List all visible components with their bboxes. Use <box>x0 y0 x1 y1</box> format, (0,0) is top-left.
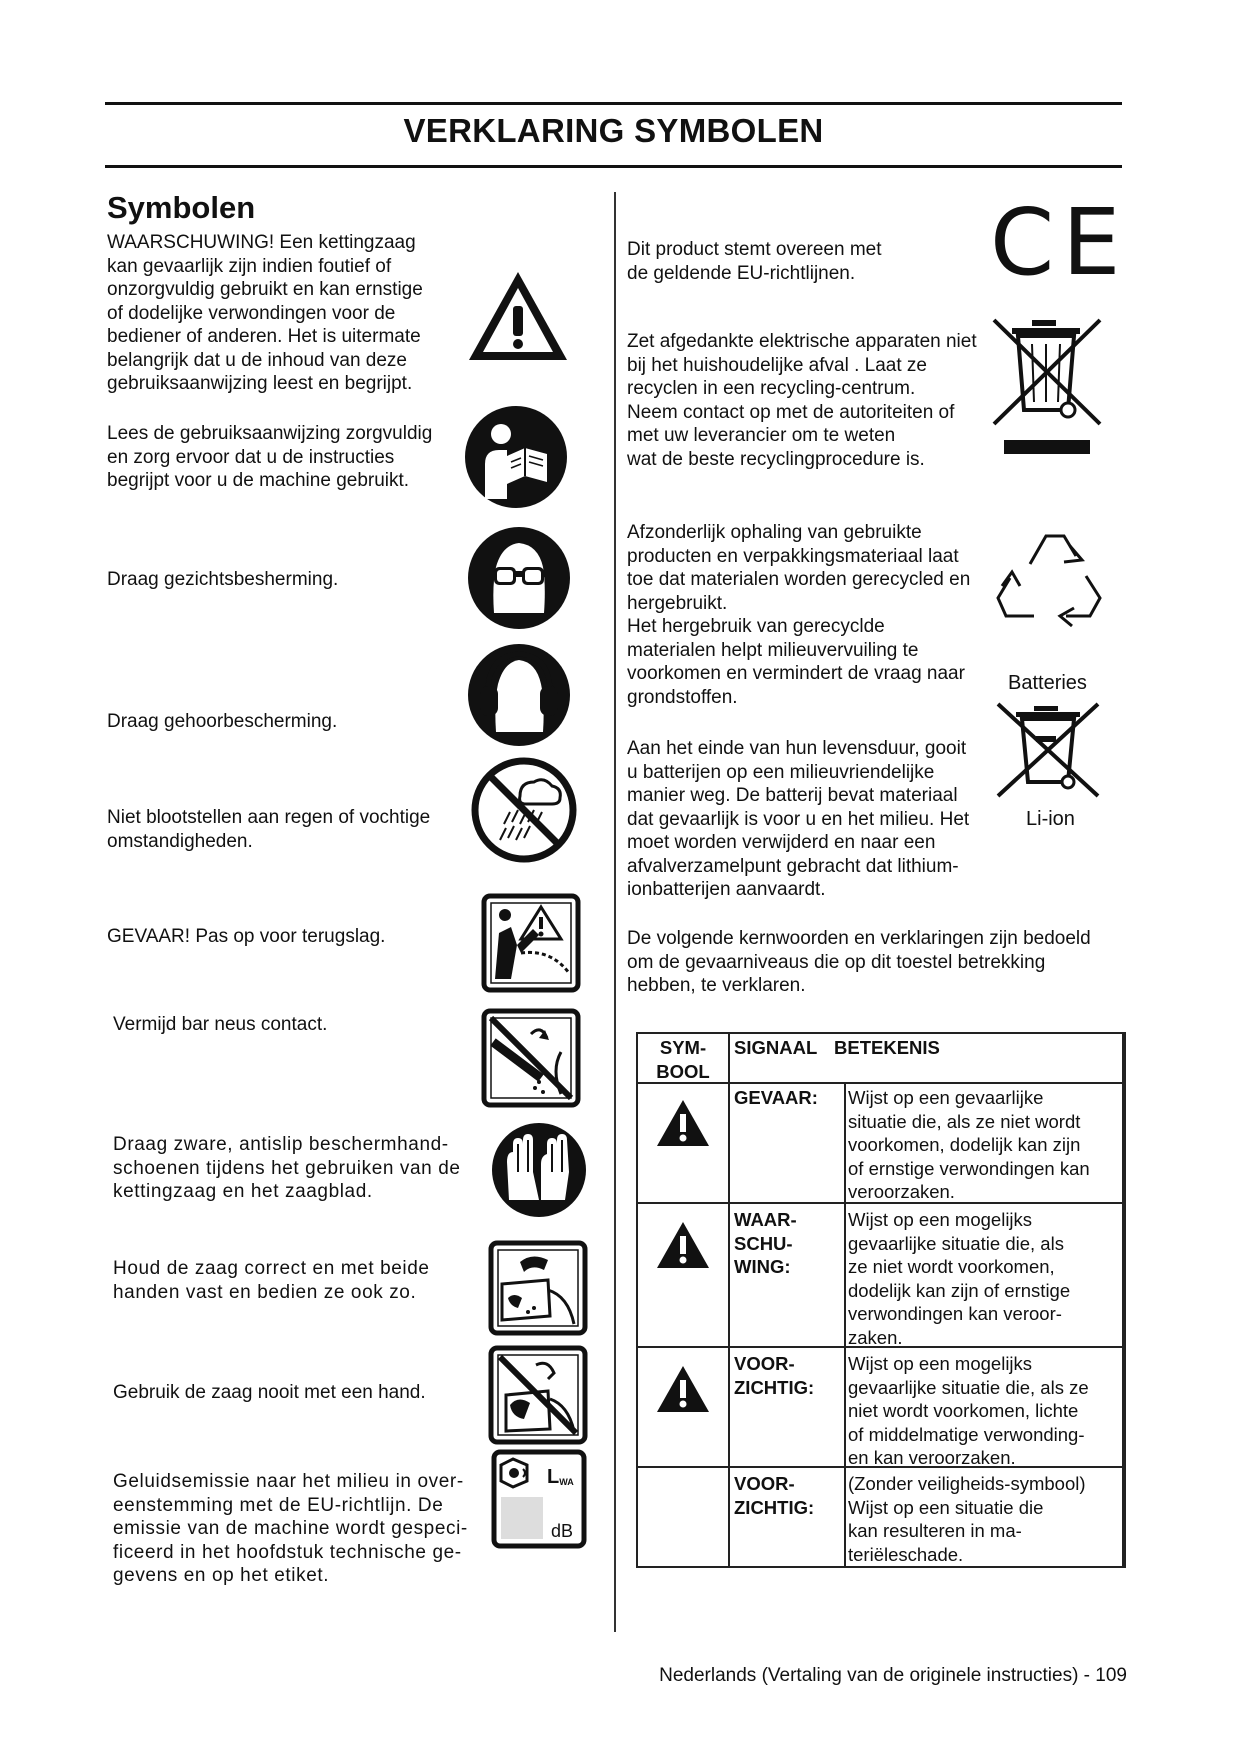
section-heading: Symbolen <box>107 190 256 225</box>
two-hands-icon <box>488 1240 588 1336</box>
row4-signal: VOOR- ZICHTIG: <box>734 1473 815 1518</box>
battery-text: Aan het einde van hun levensduur, gooit u batterijen op een milieuvriendelijke manier weg. De batterij bevat materiaal dat gevaarlijk is voor u en het milieu. Het moet worden verwijderd en naar een afvalverzamelpunt gebracht dat lithium- ionbatterijen aanvaardt. <box>627 738 970 900</box>
face-protection-icon <box>466 525 572 631</box>
bar-nose-text: Vermijd bar neus contact. <box>113 1014 328 1035</box>
row3-meaning: Wijst op een mogelijks gevaarlijke situatie die, als ze niet wordt voorkomen, lichte of middelmatige verwonding- en kan veroorzaken. <box>848 1353 1089 1468</box>
no-bar-nose-contact-icon <box>481 1008 581 1108</box>
hearing-protection-text: Draag gehoorbescherming. <box>107 711 338 732</box>
page-footer: Nederlands (Vertaling van de originele instructies) - 109 <box>659 1665 1127 1686</box>
header-signal: SIGNAAL <box>734 1037 818 1058</box>
one-hand-text: Gebruik de zaag nooit met een hand. <box>113 1382 426 1403</box>
table-right-inner <box>1122 1034 1124 1566</box>
hearing-protection-icon <box>466 642 572 748</box>
row1-signal: GEVAAR: <box>734 1087 818 1108</box>
header-meaning: BETEKENIS <box>834 1037 940 1058</box>
no-rain-text: Niet blootstellen aan regen of vochtige omstandigheden. <box>107 807 431 852</box>
read-manual-text: Lees de gebruiksaanwijzing zorgvuldig en zorg ervoor dat u de instructies begrijpt voor u de machine gebruikt. <box>107 423 433 491</box>
row2-signal: WAAR- SCHU- WING: <box>734 1209 797 1277</box>
warning-text: WAARSCHUWING! Een kettingzaag kan gevaarlijk zijn indien foutief of onzorgvuldig gebruikt en kan ernstige of dodelijke verwondingen voor de bediener of anderen. Het is uitermate belangrijk dat u de inhoud van deze gebruiksaanwijzing leest en begrijpt. <box>107 232 423 394</box>
danger-triangle-icon <box>655 1098 711 1148</box>
svg-text:CE: CE <box>990 189 1129 296</box>
table-col-divider <box>844 1082 846 1566</box>
table-col-divider <box>728 1034 730 1566</box>
top-rule <box>105 102 1122 105</box>
row4-meaning: (Zonder veiligheids-symbool) Wijst op een situatie die kan resulteren in ma- teriëleschade. <box>848 1473 1086 1565</box>
db-label: dB <box>551 1521 574 1541</box>
battery-bin-icon <box>990 700 1108 808</box>
read-manual-icon <box>463 404 569 510</box>
row3-signal: VOOR- ZICHTIG: <box>734 1353 815 1398</box>
two-hands-text: Houd de zaag correct en met beide handen vast en bedien ze ook zo. <box>113 1258 430 1303</box>
row1-meaning: Wijst op een gevaarlijke situatie die, als ze niet wordt voorkomen, dodelijk kan zijn of ernstige verwondingen kan veroorzaken. <box>848 1087 1090 1202</box>
page-title: VERKLARING SYMBOLEN <box>403 112 824 149</box>
lwa-label: LWA <box>547 1466 574 1488</box>
ce-text: Dit product stemt overeen met de geldende EU-richtlijnen. <box>627 239 882 284</box>
column-divider <box>614 192 616 1632</box>
crossed-bin-icon <box>988 314 1106 460</box>
gloves-text: Draag zware, antislip beschermhand- schoenen tijdens het gebruiken van de kettingzaag en het zaagblad. <box>113 1134 461 1202</box>
header-symbol: SYM- BOOL <box>656 1037 710 1082</box>
kickback-icon <box>481 893 581 993</box>
signal-intro-text: De volgende kernwoorden en verklaringen zijn bedoeld om de gevaarniveaus die op dit toestel betrekking hebben, te verklaren. <box>627 928 1091 996</box>
caution-triangle-icon <box>655 1364 711 1414</box>
gloves-icon <box>491 1122 587 1218</box>
noise-emission-icon <box>491 1449 587 1549</box>
row2-meaning: Wijst op een mogelijks gevaarlijke situatie die, als ze niet wordt voorkomen, dodelijk kan zijn of ernstige verwondingen kan veroor- zaken. <box>848 1209 1071 1348</box>
no-rain-icon <box>470 756 578 864</box>
ce-mark-icon <box>990 189 1129 296</box>
no-one-hand-icon <box>488 1345 588 1445</box>
recycle-icon <box>990 524 1108 632</box>
warning-triangle-icon <box>465 268 571 364</box>
batteries-label: Batteries <box>1008 672 1087 694</box>
li-ion-label: Li-ion <box>1026 808 1075 830</box>
kickback-text: GEVAAR! Pas op voor terugslag. <box>107 926 386 947</box>
weee-text: Zet afgedankte elektrische apparaten niet bij het huishoudelijke afval . Laat ze recyclen in een recycling-centrum. Neem contact op met de autoriteiten of met uw leverancier om te weten wat de beste recyclingprocedure is. <box>627 331 977 470</box>
warning-small-triangle-icon <box>655 1220 711 1270</box>
title-underline <box>105 165 1122 168</box>
face-protection-text: Draag gezichtsbesherming. <box>107 569 339 590</box>
signal-table <box>636 1032 1126 1568</box>
recycle-text: Afzonderlijk ophaling van gebruikte producten en verpakkingsmateriaal laat toe dat materialen worden gerecycled en hergebruikt. Het hergebruik van gerecyclde materialen helpt milieuvervuiling te voorkomen en vermindert de vraag naar grondstoffen. <box>627 522 971 708</box>
noise-text: Geluidsemissie naar het milieu in over- eenstemming met de EU-richtlijn. De emissie van de machine wordt gespeci- ficeerd in het hoofdstuk technische ge- gevens en op het etiket. <box>113 1471 468 1586</box>
